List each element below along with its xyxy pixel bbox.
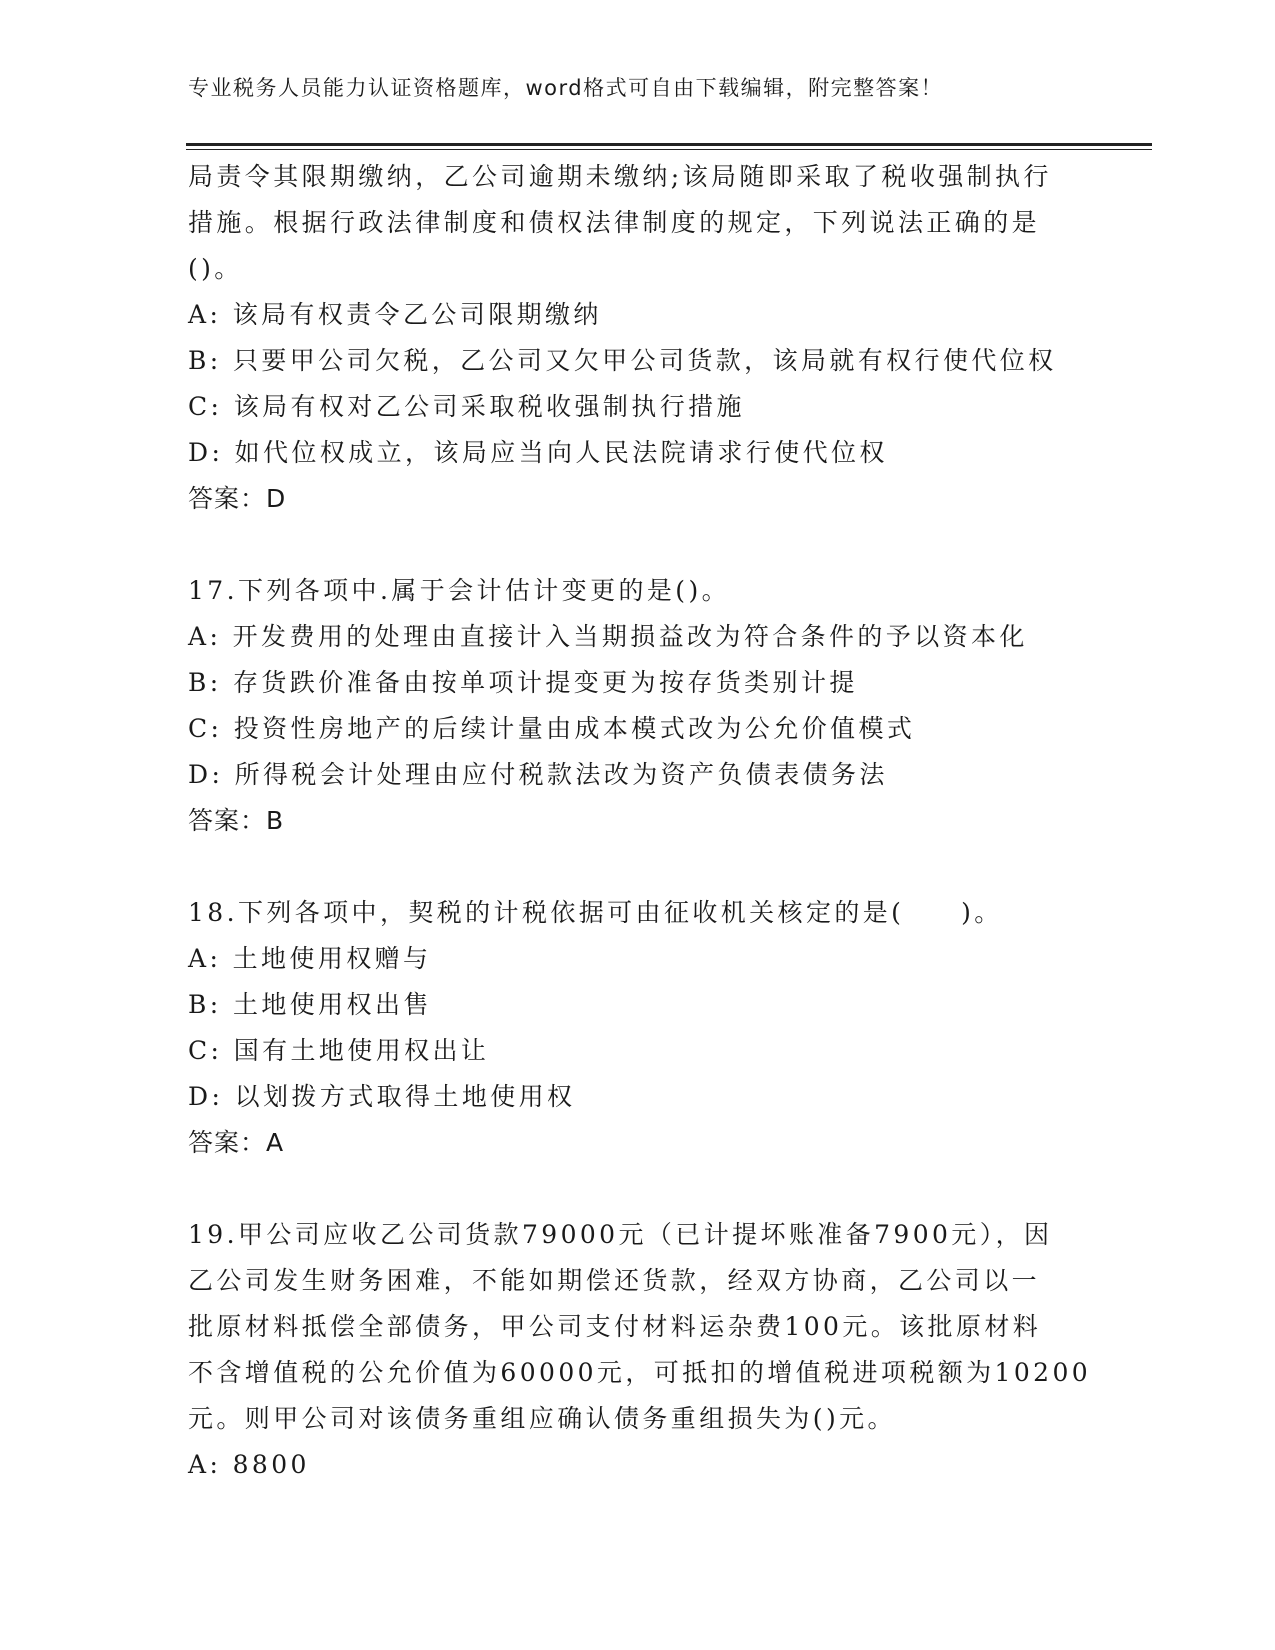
header-rule-thin <box>186 149 1152 150</box>
question-18 <box>188 890 1088 1166</box>
question-text-line: 局责令其限期缴纳，乙公司逾期未缴纳;该局随即采取了税收强制执行 <box>188 162 1052 191</box>
option-d: D: 所得税会计处理由应付税款法改为资产负债表债务法 <box>188 760 888 789</box>
option-c: C: 国有土地使用权出让 <box>188 1036 490 1065</box>
question-text-line: 18.下列各项中，契税的计税依据可由征收机关核定的是( )。 <box>188 898 1003 927</box>
question-text-line: 19.甲公司应收乙公司货款79000元（已计提坏账准备7900元），因 <box>188 1220 1053 1249</box>
question-text-line: 17.下列各项中.属于会计估计变更的是()。 <box>188 576 731 605</box>
option-a: A: 8800 <box>188 1450 310 1479</box>
option-b: B: 土地使用权出售 <box>188 990 432 1019</box>
answer-line: 答案：B <box>188 806 285 835</box>
spacer <box>188 1166 1088 1212</box>
document-body <box>188 154 1092 1488</box>
option-a: A: 土地使用权赠与 <box>188 944 432 973</box>
header-rule-thick <box>186 143 1152 146</box>
page-header: 专业税务人员能力认证资格题库，word格式可自由下载编辑，附完整答案！ <box>188 76 944 100</box>
answer-line: 答案：A <box>188 1128 285 1157</box>
question-text-line: 乙公司发生财务困难，不能如期偿还货款，经双方协商，乙公司以一 <box>188 1266 1041 1295</box>
option-d: D: 以划拨方式取得土地使用权 <box>188 1082 576 1111</box>
question-17 <box>188 568 1088 844</box>
option-c: C: 投资性房地产的后续计量由成本模式改为公允价值模式 <box>188 714 916 743</box>
question-text-line: 措施。根据行政法律制度和债权法律制度的规定，下列说法正确的是 <box>188 208 1041 237</box>
option-c: C: 该局有权对乙公司采取税收强制执行措施 <box>188 392 745 421</box>
spacer <box>188 844 1088 890</box>
option-a: A: 开发费用的处理由直接计入当期损益改为符合条件的予以资本化 <box>188 622 1028 651</box>
option-b: B: 存货跌价准备由按单项计提变更为按存货类别计提 <box>188 668 858 697</box>
question-text-line: 不含增值税的公允价值为60000元，可抵扣的增值税进项税额为10200 <box>188 1358 1092 1387</box>
question-text-line: ()。 <box>188 254 243 283</box>
question-19 <box>188 1212 1092 1488</box>
option-a: A: 该局有权责令乙公司限期缴纳 <box>188 300 602 329</box>
answer-line: 答案：D <box>188 484 287 513</box>
question-text-line: 元。则甲公司对该债务重组应确认债务重组损失为()元。 <box>188 1404 896 1433</box>
question-text-line: 批原材料抵偿全部债务，甲公司支付材料运杂费100元。该批原材料 <box>188 1312 1042 1341</box>
spacer <box>188 522 1088 568</box>
option-b: B: 只要甲公司欠税，乙公司又欠甲公司货款，该局就有权行使代位权 <box>188 346 1057 375</box>
question-16 <box>188 154 1088 522</box>
option-d: D: 如代位权成立，该局应当向人民法院请求行使代位权 <box>188 438 888 467</box>
